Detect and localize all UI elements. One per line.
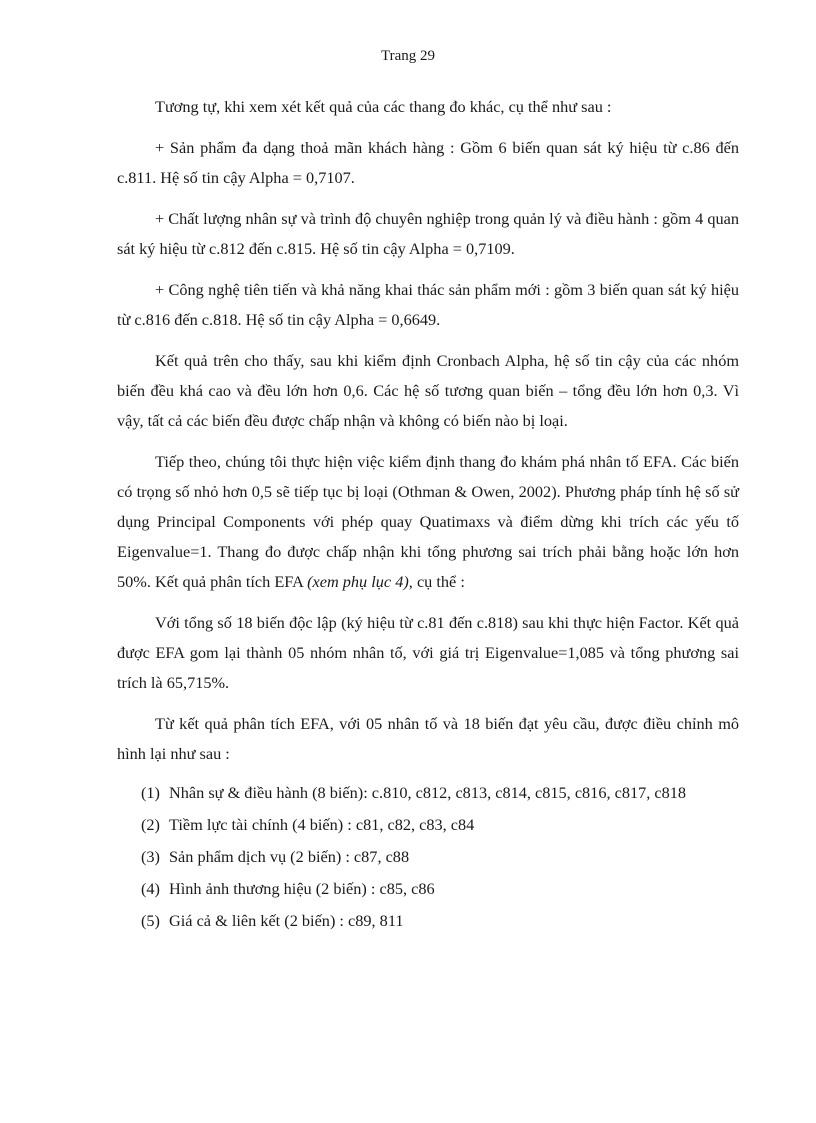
- list-item-text: Tiềm lực tài chính (4 biến) : c81, c82, c83, c84: [169, 815, 475, 834]
- paragraph-staff-quality: + Chất lượng nhân sự và trình độ chuyên nghiệp trong quản lý và điều hành : gồm 4 quan sát ký hiệu từ c.812 đến c.815. Hệ số tin cậy Alpha = 0,7109.: [117, 209, 739, 258]
- list-item: [117, 844, 739, 869]
- list-item: [117, 908, 739, 933]
- efa-method-text: Tiếp theo, chúng tôi thực hiện việc kiểm định thang đo khám phá nhân tố EFA. Các biến có trọng số nhỏ hơn 0,5 sẽ tiếp tục bị loại (Othman & Owen, 2002). Phương pháp tính hệ số sử dụng Principal Components với phép quay Quatimaxs và điểm dừng khi trích các yếu tố Eigenvalue=1. Thang đo được chấp nhận khi tổng phương sai trích phải bằng hoặc lớn hơn 50%. Kết quả phân tích EFA: [117, 452, 739, 591]
- list-item-number: (5): [141, 911, 160, 930]
- paragraph-efa-method: [117, 447, 739, 597]
- list-item-number: (2): [141, 815, 160, 834]
- page-number: Trang 29: [380, 48, 436, 64]
- list-item-number: (1): [141, 783, 160, 802]
- list-item: [117, 780, 739, 805]
- paragraph-technology: + Công nghệ tiên tiến và khả năng khai thác sản phẩm mới : gồm 3 biến quan sát ký hiệu từ c.816 đến c.818. Hệ số tin cậy Alpha = 0,6649.: [117, 280, 739, 329]
- paragraph-intro: Tương tự, khi xem xét kết quả của các thang đo khác, cụ thể như sau :: [155, 97, 612, 116]
- list-item-text: Sản phẩm dịch vụ (2 biến) : c87, c88: [169, 847, 410, 866]
- document-body: [117, 92, 739, 940]
- paragraph-cronbach-result: Kết quả trên cho thấy, sau khi kiểm định Cronbach Alpha, hệ số tin cậy của các nhóm biến đều khá cao và đều lớn hơn 0,6. Các hệ số tương quan biến – tổng đều lớn hơn 0,3. Vì vậy, tất cả các biến đều được chấp nhận và không có biến nào bị loại.: [117, 351, 739, 430]
- paragraph-model-adjustment: Từ kết quả phân tích EFA, với 05 nhân tố và 18 biến đạt yêu cầu, được điều chỉnh mô hình lại như sau :: [117, 714, 739, 763]
- list-item-number: (3): [141, 847, 160, 866]
- list-item-text: Giá cả & liên kết (2 biến) : c89, 811: [169, 911, 404, 930]
- paragraph-efa-result: Với tổng số 18 biến độc lập (ký hiệu từ c.81 đến c.818) sau khi thực hiện Factor. Kết quả được EFA gom lại thành 05 nhóm nhân tố, với giá trị Eigenvalue=1,085 và tổng phương sai trích là 65,715%.: [117, 613, 739, 692]
- list-item: [117, 876, 739, 901]
- list-item-number: (4): [141, 879, 160, 898]
- efa-method-tail: , cụ thể :: [408, 572, 465, 591]
- factor-list: [117, 780, 739, 933]
- paragraph-product-diversity: + Sản phẩm đa dạng thoả mãn khách hàng : Gồm 6 biến quan sát ký hiệu từ c.86 đến c.811. Hệ số tin cậy Alpha = 0,7107.: [117, 138, 739, 187]
- list-item-text: Hình ảnh thương hiệu (2 biến) : c85, c86: [169, 879, 435, 898]
- list-item: [117, 812, 739, 837]
- appendix-reference: (xem phụ lục 4): [307, 572, 409, 591]
- list-item-text: Nhân sự & điều hành (8 biến): c.810, c812, c813, c814, c815, c816, c817, c818: [169, 783, 687, 802]
